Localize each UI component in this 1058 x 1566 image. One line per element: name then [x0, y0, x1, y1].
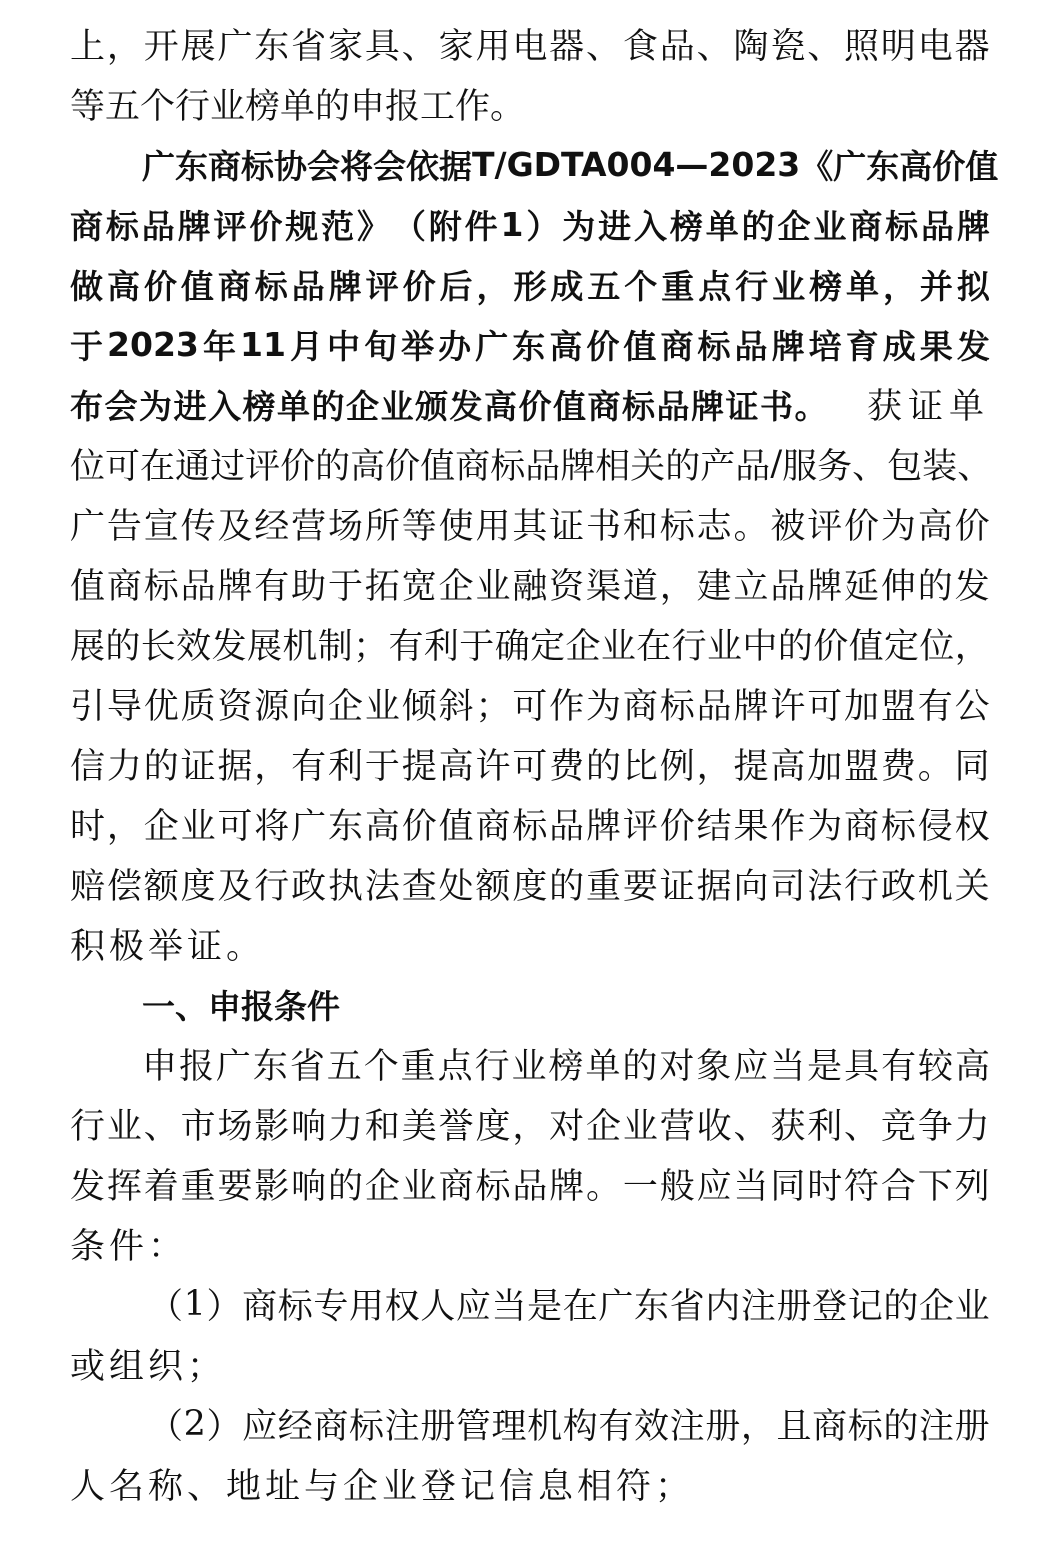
p2-line-12: 时 ， 企 业 可 将 广 东 高 价 值 商 标 品 牌 评 价 结 果 作 为 商 标 侵 权 — [70, 807, 990, 847]
p2-bold-tail: 布会为进入榜单的企业颁发高价值商标品牌证书。 — [70, 386, 829, 426]
condition2-line-2: 人名称、地址与企业登记信息相符； — [70, 1467, 695, 1507]
p2-bold-line-3: 做 高 价 值 商 标 品 牌 评 价 后 ， 形 成 五 个 重 点 行 业 榜 单 ， 并 拟 — [70, 266, 990, 306]
section-line-1: 申 报 广 东 省 五 个 重 点 行 业 榜 单 的 对 象 应 当 是 具 有 较 高 — [142, 1047, 990, 1087]
p2-line-9: 展 的 长 效 发 展 机 制 ； 有 利 于 确 定 企 业 在 行 业 中 的 价 值 定 位 ， — [70, 627, 990, 667]
p2-bold-line-1: 广 东 商 标 协 会 将 会 依 据 T/GDTA004 — 2023 《 广 东 高 价 值 — [142, 144, 999, 186]
p2-line-8: 值 商 标 品 牌 有 助 于 拓 宽 企 业 融 资 渠 道 ， 建 立 品 牌 延 伸 的 发 — [70, 567, 990, 607]
p2-bold-line-4: 于 2023 年 11 月 中 旬 举 办 广 东 高 价 值 商 标 品 牌 培 育 成 果 发 — [70, 324, 990, 366]
section-line-3: 发 挥 着 重 要 影 响 的 企 业 商 标 品 牌 。 一 般 应 当 同 时 符 合 下 列 — [70, 1167, 990, 1207]
p2-line-14: 积极举证。 — [70, 927, 266, 967]
p2-normal-head: 获证单 — [866, 387, 990, 427]
p2-line-7: 广 告 宣 传 及 经 营 场 所 等 使 用 其 证 书 和 标 志 。 被 评 价 为 高 价 — [70, 507, 990, 547]
p2-line-13: 赔 偿 额 度 及 行 政 执 法 查 处 额 度 的 重 要 证 据 向 司 法 行 政 机 关 — [70, 867, 990, 907]
p2-line-11: 信 力 的 证 据 ， 有 利 于 提 高 许 可 费 的 比 例 ， 提 高 加 盟 费 。 同 — [70, 747, 990, 787]
p2-line-6: 位 可 在 通 过 评 价 的 高 价 值 商 标 品 牌 相 关 的 产 品 / 服 务 、 包 装 、 — [70, 444, 993, 487]
p2-bold-line-2: 商 标 品 牌 评 价 规 范 》 （ 附 件 1 ） 为 进 入 榜 单 的 企 业 商 标 品 牌 — [70, 204, 990, 246]
p2-line-10: 引 导 优 质 资 源 向 企 业 倾 斜 ； 可 作 为 商 标 品 牌 许 可 加 盟 有 公 — [70, 687, 990, 727]
condition2-line-1: （ 2 ） 应 经 商 标 注 册 管 理 机 构 有 效 注 册 ， 且 商 标 的 注 册 — [148, 1404, 990, 1447]
condition1-line-2: 或组织； — [70, 1347, 227, 1387]
p2-mixed-line-5 — [70, 374, 990, 434]
intro-line-1: 上 ， 开 展 广 东 省 家 具 、 家 用 电 器 、 食 品 、 陶 瓷 、 照 明 电 器 — [70, 27, 990, 67]
intro-line-2: 等五个行业榜单的申报工作。 — [70, 87, 526, 127]
section-line-2: 行 业 、 市 场 影 响 力 和 美 誉 度 ， 对 企 业 营 收 、 获 利 、 竞 争 力 — [70, 1107, 990, 1147]
section-line-4: 条件： — [70, 1227, 188, 1267]
condition1-line-1: （ 1 ） 商 标 专 用 权 人 应 当 是 在 广 东 省 内 注 册 登 记 的 企 业 — [148, 1284, 990, 1327]
section-heading: 一、申报条件 — [142, 986, 340, 1026]
